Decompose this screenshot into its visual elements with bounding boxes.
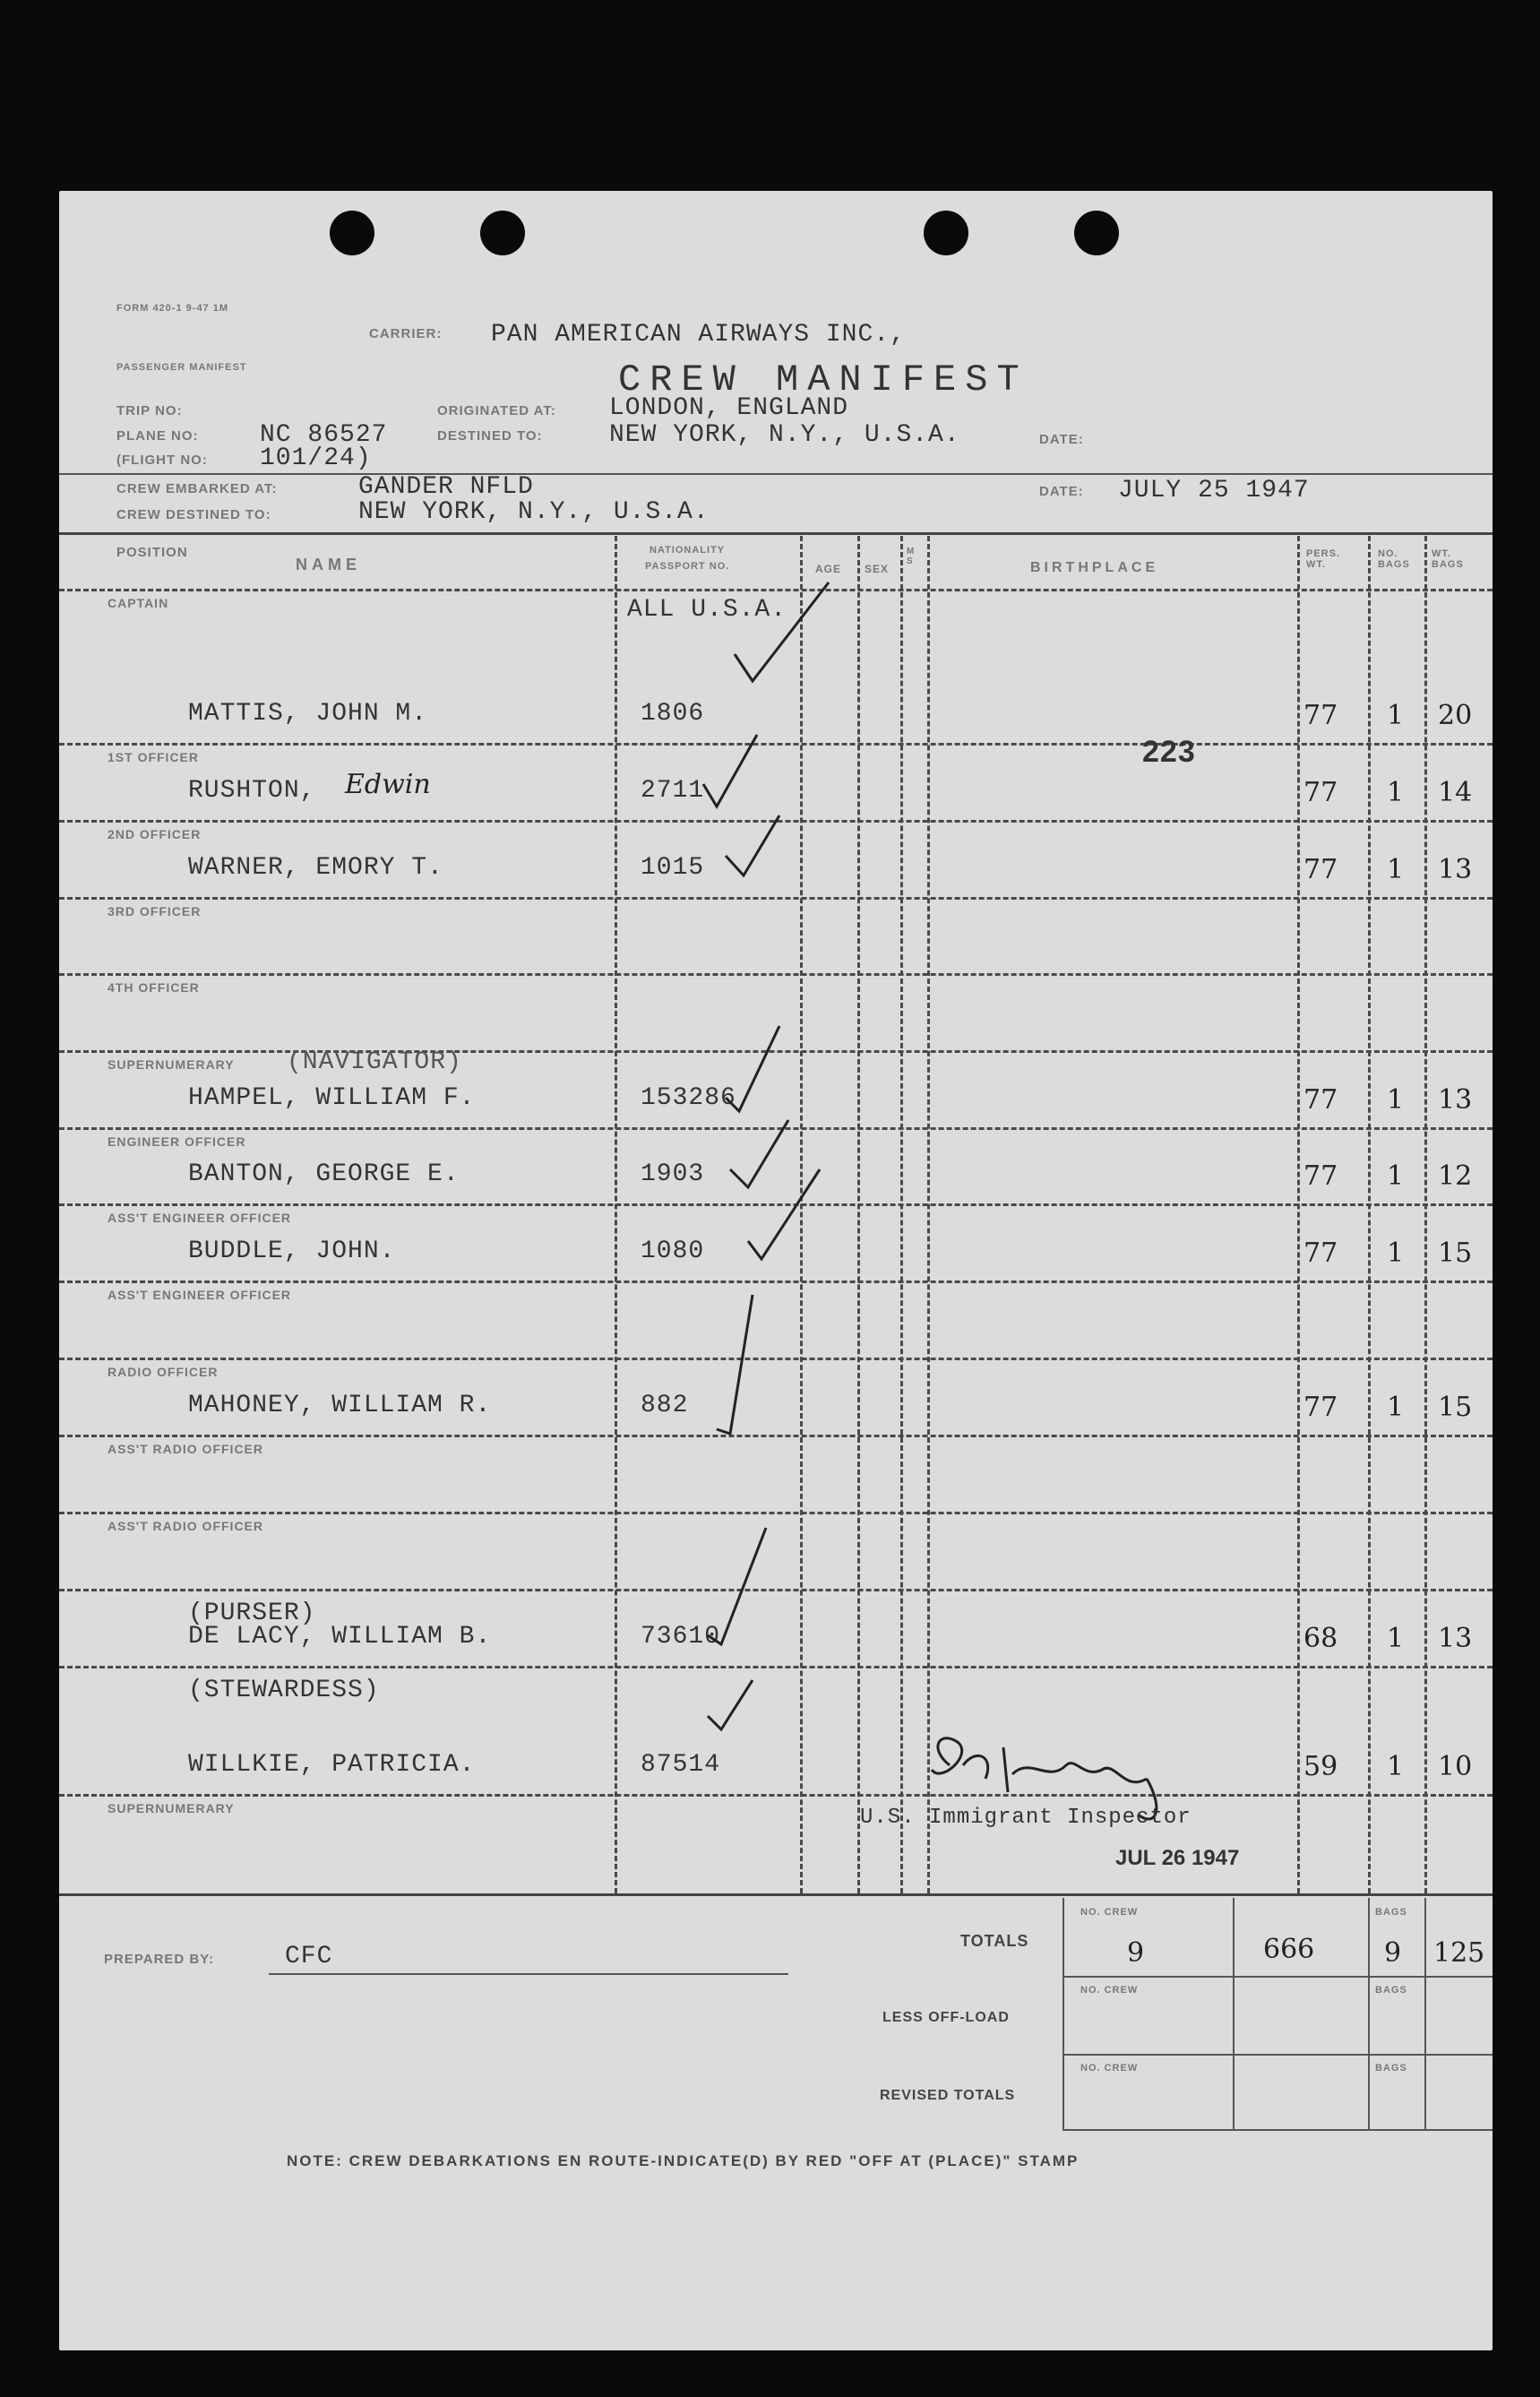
row-divider	[59, 1280, 1493, 1283]
plane-no-value: NC 86527	[260, 421, 388, 449]
col-ms: M S	[907, 547, 916, 566]
col-passport: PASSPORT NO.	[645, 561, 730, 572]
check-mark	[717, 811, 788, 883]
row-divider	[59, 1794, 1493, 1797]
personal-weight: 68	[1303, 1623, 1338, 1654]
handwritten-name: Edwin	[345, 769, 431, 800]
bag-weight: 12	[1438, 1160, 1473, 1192]
bags-label: BAGS	[1375, 1907, 1407, 1918]
form-number: FORM 420-1 9-47 1M	[116, 303, 228, 314]
bags-label: BAGS	[1375, 1985, 1407, 1996]
col-position: POSITION	[116, 545, 188, 560]
crew-name: DE LACY, WILLIAM B.	[188, 1623, 492, 1651]
bag-weight: 10	[1438, 1751, 1473, 1782]
prepared-by-label: PREPARED BY:	[104, 1952, 215, 1967]
date-label: DATE:	[1039, 432, 1084, 447]
bag-weight: 14	[1438, 777, 1473, 808]
position-label: ASS'T ENGINEER OFFICER	[108, 1211, 292, 1225]
bag-weight: 20	[1438, 700, 1473, 731]
carrier-label: CARRIER:	[369, 326, 443, 341]
passport-number: 1903	[641, 1160, 705, 1188]
flight-no-value: 101/24)	[260, 444, 372, 472]
bag-count: 1	[1387, 1392, 1405, 1423]
position-label: 4TH OFFICER	[108, 980, 200, 995]
prepared-by-value: CFC	[285, 1943, 333, 1970]
row-divider	[59, 1358, 1493, 1360]
row-divider	[59, 1512, 1493, 1514]
row-divider	[59, 1589, 1493, 1591]
check-mark	[744, 1165, 824, 1263]
position-label: ENGINEER OFFICER	[108, 1134, 246, 1149]
bag-weight: 13	[1438, 1623, 1473, 1654]
check-mark	[699, 730, 770, 811]
check-mark	[717, 573, 842, 690]
bag-count: 1	[1387, 1623, 1405, 1654]
col-wt-bags: WT. BAGS	[1432, 548, 1464, 570]
crew-name: WARNER, EMORY T.	[188, 854, 443, 882]
col-sex: SEX	[865, 563, 890, 575]
crew-name: MATTIS, JOHN M.	[188, 700, 428, 728]
manifest-page	[59, 191, 1493, 2350]
totals-label: TOTALS	[960, 1932, 1029, 1950]
originated-value: LONDON, ENGLAND	[609, 394, 849, 422]
position-label: ASS'T ENGINEER OFFICER	[108, 1288, 292, 1302]
crew-name: WILLKIE, PATRICIA.	[188, 1751, 476, 1779]
passport-number: 1806	[641, 700, 705, 728]
crew-embarked-value: GANDER NFLD	[358, 473, 534, 501]
total-wt-bags: 125	[1433, 1937, 1485, 1969]
bag-count: 1	[1387, 700, 1405, 731]
check-mark	[699, 1676, 761, 1738]
no-crew-label: NO. CREW	[1080, 2063, 1139, 2074]
bag-count: 1	[1387, 1237, 1405, 1269]
punch-hole	[330, 211, 374, 255]
passport-number: 153286	[641, 1084, 736, 1112]
col-name: NAME	[296, 556, 361, 573]
position-label: CAPTAIN	[108, 596, 169, 610]
passport-number: 73610	[641, 1623, 721, 1651]
bag-weight: 15	[1438, 1392, 1473, 1423]
no-crew-label: NO. CREW	[1080, 1907, 1139, 1918]
position-label: ASS'T RADIO OFFICER	[108, 1519, 263, 1533]
total-pers-wt: 666	[1263, 1934, 1315, 1965]
bag-count: 1	[1387, 777, 1405, 808]
nationality-note: ALL U.S.A.	[627, 596, 787, 624]
personal-weight: 77	[1303, 854, 1338, 885]
originated-label: ORIGINATED AT:	[437, 403, 556, 418]
position-label: ASS'T RADIO OFFICER	[108, 1442, 263, 1456]
row-divider	[59, 897, 1493, 900]
row-divider	[59, 1435, 1493, 1437]
bag-count: 1	[1387, 854, 1405, 885]
passport-number: 87514	[641, 1751, 721, 1779]
bags-label: BAGS	[1375, 2063, 1407, 2074]
crew-name: BANTON, GEORGE E.	[188, 1160, 460, 1188]
col-birthplace: BIRTHPLACE	[1030, 560, 1159, 575]
col-age: AGE	[815, 563, 842, 575]
check-mark	[712, 1290, 766, 1443]
crew-embarked-label: CREW EMBARKED AT:	[116, 481, 278, 496]
check-mark	[717, 1022, 788, 1120]
position-label: RADIO OFFICER	[108, 1365, 219, 1379]
col-pers-wt: PERS. WT.	[1306, 548, 1341, 570]
passport-number: 1080	[641, 1237, 705, 1265]
col-no-bags: NO. BAGS	[1378, 548, 1410, 570]
punch-hole	[1074, 211, 1119, 255]
inspector-label: U.S. Immigrant Inspector	[860, 1806, 1192, 1830]
trip-no-label: TRIP NO:	[116, 403, 183, 418]
birthplace-stamp-number: 223	[1142, 735, 1196, 769]
punch-hole	[924, 211, 968, 255]
carrier-value: PAN AMERICAN AIRWAYS INC.,	[491, 321, 906, 349]
passenger-manifest-label: PASSENGER MANIFEST	[116, 362, 247, 373]
plane-no-label: PLANE NO:	[116, 428, 199, 444]
position-label: (PURSER)	[188, 1599, 316, 1627]
revised-totals-label: REVISED TOTALS	[880, 2088, 1016, 2103]
position-label: 3RD OFFICER	[108, 904, 202, 918]
navigator-note: (NAVIGATOR)	[287, 1048, 462, 1076]
inspector-stamp-date: JUL 26 1947	[1115, 1846, 1240, 1870]
total-bags: 9	[1384, 1937, 1402, 1969]
crew-name: HAMPEL, WILLIAM F.	[188, 1084, 476, 1112]
bag-count: 1	[1387, 1160, 1405, 1192]
flight-no-label: (FLIGHT NO:	[116, 453, 208, 468]
col-nationality: NATIONALITY	[650, 545, 726, 556]
position-label: SUPERNUMERARY	[108, 1057, 235, 1072]
position-label: 2ND OFFICER	[108, 827, 202, 841]
personal-weight: 77	[1303, 1237, 1338, 1269]
check-mark	[699, 1523, 770, 1649]
row-divider	[59, 973, 1493, 976]
position-label: (STEWARDESS)	[188, 1677, 380, 1704]
punch-hole	[480, 211, 525, 255]
crew-name: BUDDLE, JOHN.	[188, 1237, 396, 1265]
destined-value: NEW YORK, N.Y., U.S.A.	[609, 421, 960, 449]
position-label: 1ST OFFICER	[108, 750, 200, 764]
date2-value: JULY 25 1947	[1118, 477, 1310, 504]
page-title: CREW MANIFEST	[618, 358, 1028, 401]
date2-label: DATE:	[1039, 484, 1084, 499]
bag-weight: 13	[1438, 1084, 1473, 1116]
passport-number: 882	[641, 1392, 689, 1419]
passport-number: 2711	[641, 777, 705, 805]
less-offload-label: LESS OFF-LOAD	[882, 2010, 1010, 2025]
position-label: SUPERNUMERARY	[108, 1801, 235, 1815]
total-no-crew: 9	[1127, 1937, 1145, 1969]
crew-destined-value: NEW YORK, N.Y., U.S.A.	[358, 498, 710, 526]
bag-count: 1	[1387, 1751, 1405, 1782]
passport-number: 1015	[641, 854, 705, 882]
bag-weight: 15	[1438, 1237, 1473, 1269]
row-divider	[59, 1666, 1493, 1668]
personal-weight: 77	[1303, 1160, 1338, 1192]
crew-name: MAHONEY, WILLIAM R.	[188, 1392, 492, 1419]
bag-weight: 13	[1438, 854, 1473, 885]
personal-weight: 77	[1303, 700, 1338, 731]
row-divider	[59, 743, 1493, 746]
no-crew-label: NO. CREW	[1080, 1985, 1139, 1996]
personal-weight: 77	[1303, 777, 1338, 808]
destined-label: DESTINED TO:	[437, 428, 543, 444]
personal-weight: 77	[1303, 1084, 1338, 1116]
bag-count: 1	[1387, 1084, 1405, 1116]
personal-weight: 77	[1303, 1392, 1338, 1423]
crew-name: RUSHTON,	[188, 777, 316, 805]
crew-destined-label: CREW DESTINED TO:	[116, 507, 271, 522]
footer-note: NOTE: CREW DEBARKATIONS EN ROUTE-INDICATE(D) BY RED "OFF AT (PLACE)" STAMP	[287, 2152, 1080, 2169]
personal-weight: 59	[1303, 1751, 1338, 1782]
